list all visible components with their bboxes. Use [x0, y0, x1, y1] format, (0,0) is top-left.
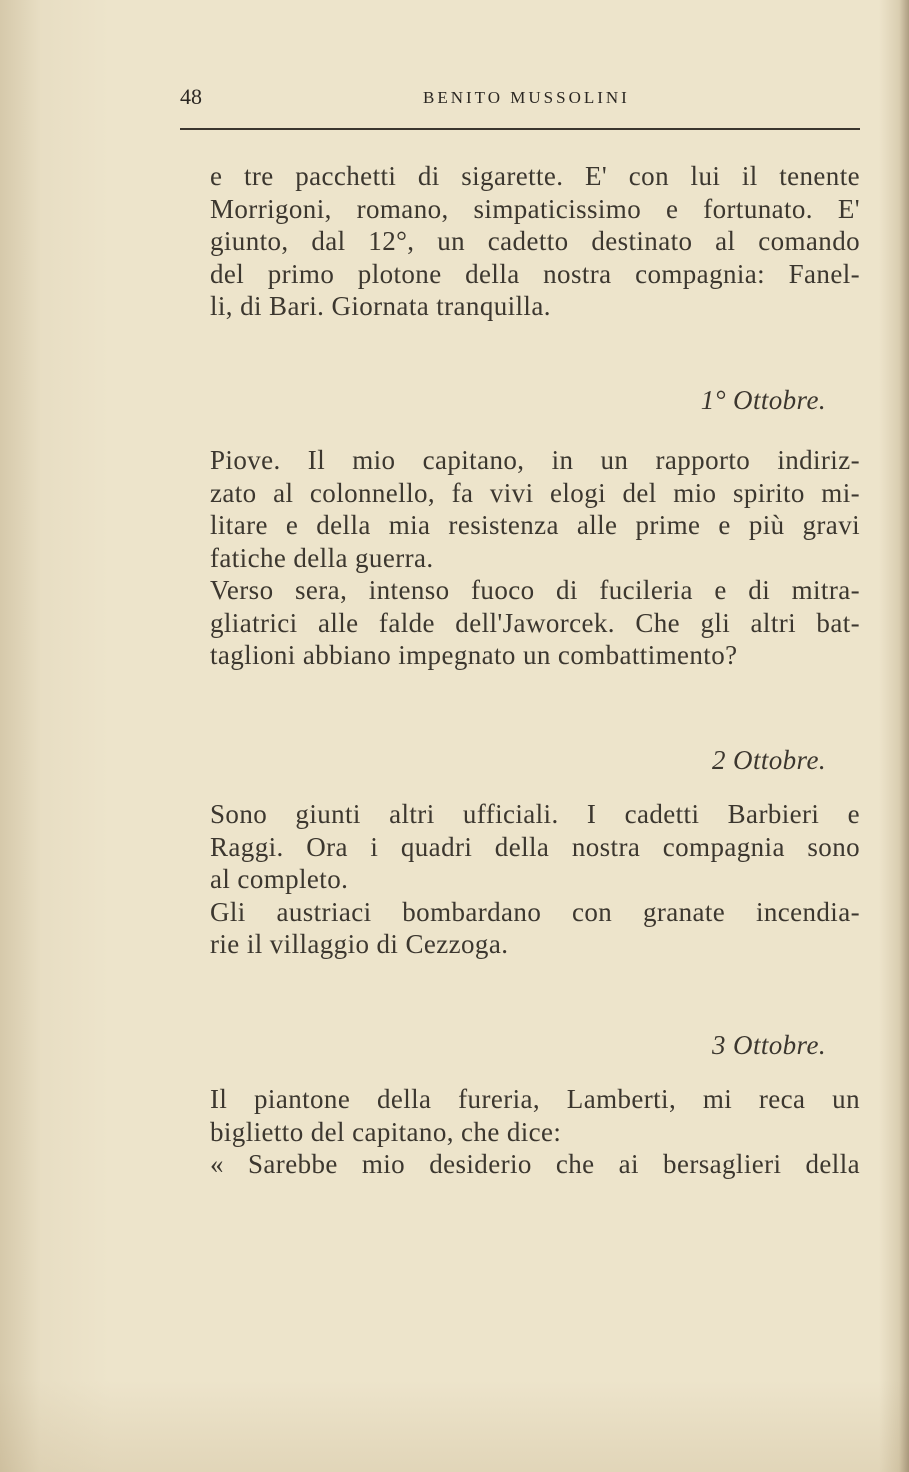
diary-entry-continuation [210, 160, 860, 323]
diary-entry [210, 1029, 860, 1181]
diary-entry [210, 744, 860, 961]
diary-text [210, 160, 860, 1181]
entry-date: 2 Ottobre. [712, 744, 826, 775]
text-line: Raggi. Ora i quadri della nostra compagnia sono [210, 831, 860, 862]
diary-entry [210, 384, 860, 672]
text-line: zato al colonnello, fa vivi elogi del mio spirito mi- [210, 477, 860, 508]
page-number: 48 [180, 84, 202, 109]
text-line: Piove. Il mio capitano, in un rapporto indiriz- [210, 445, 860, 475]
text-line: Sono giunti altri ufficiali. I cadetti Barbieri e [210, 799, 860, 829]
entry-date: 3 Ottobre. [712, 1029, 826, 1060]
header-rule [180, 128, 860, 130]
entry-date: 1° Ottobre. [700, 384, 826, 415]
text-line: taglioni abbiano impegnato un combattimento? [210, 640, 738, 670]
text-line: giunto, dal 12°, un cadetto destinato al comando [210, 226, 860, 256]
text-line: del primo plotone della nostra compagnia: Fanel- [210, 258, 860, 289]
text-line: li, di Bari. Giornata tranquilla. [210, 291, 551, 321]
running-head: BENITO MUSSOLINI [423, 88, 630, 107]
text-line: gliatrici alle falde dell'Jaworcek. Che gli altri bat- [210, 607, 860, 638]
text-line: Il piantone della fureria, Lamberti, mi reca un [210, 1084, 860, 1114]
text-line: rie il villaggio di Cezzoga. [210, 929, 509, 959]
text-line: Morrigoni, romano, simpaticissimo e fortunato. E' [210, 193, 860, 224]
text-line: al completo. [210, 864, 349, 894]
text-line: Gli austriaci bombardano con granate incendia- [210, 896, 860, 927]
text-line: e tre pacchetti di sigarette. E' con lui il tenente [210, 161, 860, 191]
text-line: Verso sera, intenso fuoco di fucileria e di mitra- [210, 575, 860, 605]
text-line: litare e della mia resistenza alle prime e più gravi [210, 510, 860, 540]
page-header [180, 84, 860, 114]
text-line: fatiche della guerra. [210, 542, 434, 573]
text-line: « Sarebbe mio desiderio che ai bersaglieri della [210, 1149, 860, 1179]
text-line: biglietto del capitano, che dice: [210, 1116, 562, 1147]
